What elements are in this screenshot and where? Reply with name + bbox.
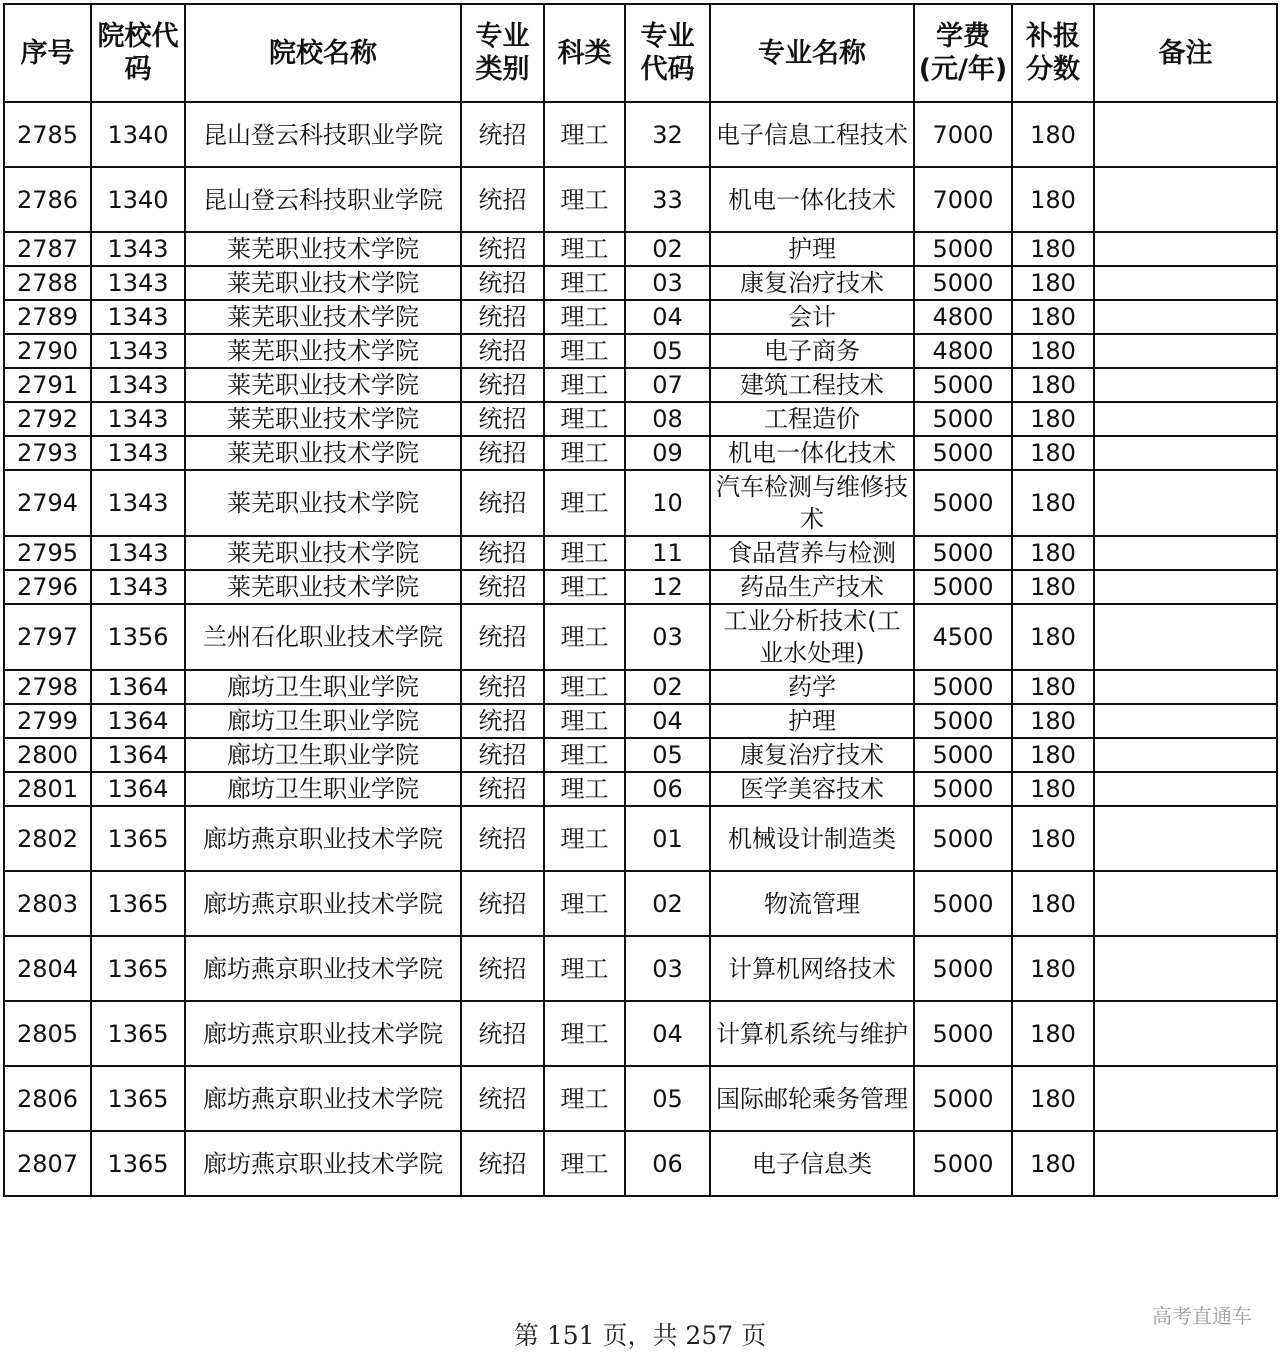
cell-major-code: 11	[625, 536, 710, 570]
cell-no: 2803	[4, 871, 91, 936]
table-row	[4, 436, 1277, 470]
cell-category: 理工	[544, 738, 625, 772]
cell-score: 180	[1012, 704, 1094, 738]
cell-school-code: 1343	[91, 232, 185, 266]
cell-no: 2794	[4, 470, 91, 536]
cell-major-code: 03	[625, 604, 710, 670]
cell-major-code: 33	[625, 167, 710, 232]
cell-no: 2797	[4, 604, 91, 670]
cell-school-code: 1364	[91, 704, 185, 738]
cell-major-type: 统招	[461, 368, 544, 402]
cell-fee: 5000	[914, 436, 1012, 470]
cell-category: 理工	[544, 604, 625, 670]
cell-fee: 5000	[914, 1001, 1012, 1066]
cell-major-code: 03	[625, 936, 710, 1001]
cell-school-name: 廊坊卫生职业学院	[185, 670, 461, 704]
header-major-code: 专业代码	[625, 4, 710, 102]
cell-school-name: 兰州石化职业技术学院	[185, 604, 461, 670]
cell-category: 理工	[544, 1001, 625, 1066]
cell-major-type: 统招	[461, 772, 544, 806]
cell-note	[1094, 300, 1277, 334]
cell-major-code: 05	[625, 738, 710, 772]
cell-school-name: 莱芜职业技术学院	[185, 368, 461, 402]
cell-major-name: 计算机网络技术	[710, 936, 914, 1001]
cell-score: 180	[1012, 536, 1094, 570]
cell-major-name: 电子信息工程技术	[710, 102, 914, 167]
cell-score: 180	[1012, 470, 1094, 536]
cell-score: 180	[1012, 570, 1094, 604]
cell-fee: 5000	[914, 1066, 1012, 1131]
header-row	[4, 4, 1277, 102]
cell-major-name: 电子商务	[710, 334, 914, 368]
cell-score: 180	[1012, 368, 1094, 402]
cell-major-type: 统招	[461, 570, 544, 604]
header-fee: 学费(元/年)	[914, 4, 1012, 102]
header-major-type: 专业类别	[461, 4, 544, 102]
cell-note	[1094, 102, 1277, 167]
cell-school-name: 莱芜职业技术学院	[185, 232, 461, 266]
cell-major-code: 02	[625, 232, 710, 266]
cell-school-code: 1343	[91, 402, 185, 436]
cell-score: 180	[1012, 1001, 1094, 1066]
cell-school-name: 廊坊燕京职业技术学院	[185, 1131, 461, 1196]
cell-note	[1094, 772, 1277, 806]
cell-major-type: 统招	[461, 536, 544, 570]
cell-category: 理工	[544, 1131, 625, 1196]
cell-major-code: 12	[625, 570, 710, 604]
table-row	[4, 334, 1277, 368]
cell-note	[1094, 670, 1277, 704]
cell-school-name: 廊坊卫生职业学院	[185, 772, 461, 806]
cell-category: 理工	[544, 536, 625, 570]
cell-category: 理工	[544, 102, 625, 167]
table-row	[4, 670, 1277, 704]
table-row	[4, 266, 1277, 300]
table-row	[4, 470, 1277, 536]
cell-category: 理工	[544, 266, 625, 300]
cell-major-name: 食品营养与检测	[710, 536, 914, 570]
cell-major-name: 护理	[710, 232, 914, 266]
cell-score: 180	[1012, 772, 1094, 806]
cell-category: 理工	[544, 570, 625, 604]
cell-fee: 5000	[914, 368, 1012, 402]
cell-major-type: 统招	[461, 806, 544, 871]
cell-school-code: 1364	[91, 772, 185, 806]
cell-category: 理工	[544, 334, 625, 368]
cell-major-name: 会计	[710, 300, 914, 334]
cell-school-code: 1364	[91, 670, 185, 704]
cell-major-type: 统招	[461, 670, 544, 704]
table-row	[4, 232, 1277, 266]
cell-note	[1094, 738, 1277, 772]
cell-note	[1094, 470, 1277, 536]
cell-fee: 7000	[914, 102, 1012, 167]
cell-no: 2806	[4, 1066, 91, 1131]
cell-fee: 5000	[914, 936, 1012, 1001]
cell-score: 180	[1012, 232, 1094, 266]
watermark: 高考直通车	[1152, 1304, 1252, 1328]
cell-major-type: 统招	[461, 334, 544, 368]
table-row	[4, 806, 1277, 871]
cell-major-type: 统招	[461, 167, 544, 232]
cell-school-code: 1365	[91, 806, 185, 871]
cell-major-code: 09	[625, 436, 710, 470]
cell-major-code: 06	[625, 772, 710, 806]
cell-major-name: 康复治疗技术	[710, 266, 914, 300]
cell-school-name: 廊坊燕京职业技术学院	[185, 806, 461, 871]
cell-major-name: 计算机系统与维护	[710, 1001, 914, 1066]
cell-category: 理工	[544, 772, 625, 806]
cell-no: 2795	[4, 536, 91, 570]
cell-score: 180	[1012, 670, 1094, 704]
cell-major-code: 05	[625, 334, 710, 368]
cell-note	[1094, 232, 1277, 266]
cell-score: 180	[1012, 167, 1094, 232]
cell-fee: 5000	[914, 738, 1012, 772]
cell-no: 2798	[4, 670, 91, 704]
cell-school-name: 莱芜职业技术学院	[185, 570, 461, 604]
cell-school-code: 1343	[91, 334, 185, 368]
cell-note	[1094, 436, 1277, 470]
cell-school-code: 1364	[91, 738, 185, 772]
cell-no: 2790	[4, 334, 91, 368]
cell-no: 2786	[4, 167, 91, 232]
table-row	[4, 300, 1277, 334]
cell-major-type: 统招	[461, 936, 544, 1001]
cell-category: 理工	[544, 402, 625, 436]
cell-note	[1094, 604, 1277, 670]
cell-fee: 5000	[914, 266, 1012, 300]
cell-fee: 5000	[914, 232, 1012, 266]
cell-school-name: 廊坊卫生职业学院	[185, 738, 461, 772]
cell-no: 2804	[4, 936, 91, 1001]
cell-school-code: 1343	[91, 436, 185, 470]
cell-school-code: 1365	[91, 1066, 185, 1131]
cell-no: 2802	[4, 806, 91, 871]
cell-note	[1094, 704, 1277, 738]
cell-fee: 7000	[914, 167, 1012, 232]
cell-major-name: 物流管理	[710, 871, 914, 936]
cell-note	[1094, 806, 1277, 871]
cell-major-name: 工程造价	[710, 402, 914, 436]
table-row	[4, 772, 1277, 806]
cell-note	[1094, 1001, 1277, 1066]
table-row	[4, 871, 1277, 936]
cell-score: 180	[1012, 871, 1094, 936]
header-school-code: 院校代码	[91, 4, 185, 102]
cell-category: 理工	[544, 167, 625, 232]
cell-no: 2807	[4, 1131, 91, 1196]
cell-note	[1094, 1131, 1277, 1196]
cell-category: 理工	[544, 470, 625, 536]
cell-score: 180	[1012, 102, 1094, 167]
cell-major-code: 02	[625, 871, 710, 936]
cell-school-code: 1343	[91, 300, 185, 334]
cell-major-name: 建筑工程技术	[710, 368, 914, 402]
cell-note	[1094, 570, 1277, 604]
cell-fee: 5000	[914, 536, 1012, 570]
cell-school-name: 廊坊燕京职业技术学院	[185, 1001, 461, 1066]
cell-major-name: 药品生产技术	[710, 570, 914, 604]
cell-school-code: 1365	[91, 936, 185, 1001]
cell-school-name: 昆山登云科技职业学院	[185, 102, 461, 167]
cell-note	[1094, 334, 1277, 368]
table-row	[4, 704, 1277, 738]
header-note: 备注	[1094, 4, 1277, 102]
cell-major-code: 07	[625, 368, 710, 402]
cell-category: 理工	[544, 368, 625, 402]
cell-major-code: 05	[625, 1066, 710, 1131]
cell-major-type: 统招	[461, 232, 544, 266]
cell-major-type: 统招	[461, 871, 544, 936]
cell-major-name: 国际邮轮乘务管理	[710, 1066, 914, 1131]
cell-score: 180	[1012, 738, 1094, 772]
cell-category: 理工	[544, 1066, 625, 1131]
cell-school-code: 1343	[91, 570, 185, 604]
cell-major-type: 统招	[461, 1001, 544, 1066]
cell-category: 理工	[544, 871, 625, 936]
cell-no: 2791	[4, 368, 91, 402]
cell-major-code: 06	[625, 1131, 710, 1196]
cell-major-type: 统招	[461, 300, 544, 334]
table-row	[4, 167, 1277, 232]
cell-school-code: 1340	[91, 167, 185, 232]
cell-no: 2787	[4, 232, 91, 266]
cell-no: 2801	[4, 772, 91, 806]
cell-score: 180	[1012, 402, 1094, 436]
cell-fee: 5000	[914, 704, 1012, 738]
cell-school-code: 1356	[91, 604, 185, 670]
cell-school-name: 廊坊燕京职业技术学院	[185, 871, 461, 936]
page-footer: 第 151 页，共 257 页	[513, 1321, 767, 1350]
cell-fee: 5000	[914, 570, 1012, 604]
cell-fee: 5000	[914, 772, 1012, 806]
cell-major-type: 统招	[461, 102, 544, 167]
header-score: 补报分数	[1012, 4, 1094, 102]
cell-score: 180	[1012, 1131, 1094, 1196]
cell-note	[1094, 368, 1277, 402]
cell-no: 2796	[4, 570, 91, 604]
table-row	[4, 738, 1277, 772]
table-row	[4, 936, 1277, 1001]
cell-major-name: 机电一体化技术	[710, 167, 914, 232]
cell-school-code: 1365	[91, 1131, 185, 1196]
cell-major-name: 护理	[710, 704, 914, 738]
cell-major-type: 统招	[461, 704, 544, 738]
cell-school-name: 莱芜职业技术学院	[185, 402, 461, 436]
cell-score: 180	[1012, 300, 1094, 334]
cell-score: 180	[1012, 436, 1094, 470]
cell-fee: 5000	[914, 806, 1012, 871]
cell-fee: 5000	[914, 871, 1012, 936]
cell-no: 2805	[4, 1001, 91, 1066]
cell-category: 理工	[544, 670, 625, 704]
cell-fee: 5000	[914, 470, 1012, 536]
cell-note	[1094, 1066, 1277, 1131]
cell-score: 180	[1012, 334, 1094, 368]
table-row	[4, 102, 1277, 167]
cell-school-name: 莱芜职业技术学院	[185, 470, 461, 536]
cell-school-code: 1365	[91, 871, 185, 936]
cell-no: 2785	[4, 102, 91, 167]
cell-school-name: 莱芜职业技术学院	[185, 300, 461, 334]
cell-major-name: 康复治疗技术	[710, 738, 914, 772]
cell-note	[1094, 167, 1277, 232]
cell-major-name: 药学	[710, 670, 914, 704]
cell-fee: 4500	[914, 604, 1012, 670]
cell-major-code: 04	[625, 300, 710, 334]
cell-major-code: 01	[625, 806, 710, 871]
cell-school-code: 1343	[91, 536, 185, 570]
cell-major-name: 工业分析技术(工业水处理)	[710, 604, 914, 670]
cell-school-name: 莱芜职业技术学院	[185, 334, 461, 368]
cell-major-name: 电子信息类	[710, 1131, 914, 1196]
cell-note	[1094, 402, 1277, 436]
cell-major-type: 统招	[461, 266, 544, 300]
cell-note	[1094, 266, 1277, 300]
cell-no: 2799	[4, 704, 91, 738]
cell-fee: 5000	[914, 1131, 1012, 1196]
cell-score: 180	[1012, 936, 1094, 1001]
cell-category: 理工	[544, 704, 625, 738]
table-row	[4, 1066, 1277, 1131]
cell-no: 2793	[4, 436, 91, 470]
cell-fee: 5000	[914, 402, 1012, 436]
cell-major-code: 08	[625, 402, 710, 436]
cell-major-type: 统招	[461, 1131, 544, 1196]
cell-note	[1094, 936, 1277, 1001]
cell-school-code: 1343	[91, 470, 185, 536]
table-body	[4, 102, 1277, 1196]
cell-fee: 5000	[914, 670, 1012, 704]
cell-major-code: 04	[625, 1001, 710, 1066]
cell-category: 理工	[544, 232, 625, 266]
header-category: 科类	[544, 4, 625, 102]
table-row	[4, 604, 1277, 670]
cell-category: 理工	[544, 936, 625, 1001]
header-school-name: 院校名称	[185, 4, 461, 102]
cell-major-type: 统招	[461, 604, 544, 670]
cell-school-name: 廊坊燕京职业技术学院	[185, 1066, 461, 1131]
cell-major-name: 医学美容技术	[710, 772, 914, 806]
table-row	[4, 368, 1277, 402]
cell-major-name: 机械设计制造类	[710, 806, 914, 871]
cell-category: 理工	[544, 436, 625, 470]
cell-major-name: 汽车检测与维修技术	[710, 470, 914, 536]
cell-school-name: 昆山登云科技职业学院	[185, 167, 461, 232]
cell-school-code: 1343	[91, 266, 185, 300]
cell-score: 180	[1012, 266, 1094, 300]
cell-note	[1094, 871, 1277, 936]
cell-school-name: 廊坊卫生职业学院	[185, 704, 461, 738]
cell-school-name: 廊坊燕京职业技术学院	[185, 936, 461, 1001]
table-row	[4, 1001, 1277, 1066]
table-row	[4, 1131, 1277, 1196]
cell-no: 2789	[4, 300, 91, 334]
cell-score: 180	[1012, 1066, 1094, 1131]
cell-major-code: 32	[625, 102, 710, 167]
cell-major-type: 统招	[461, 436, 544, 470]
cell-school-code: 1365	[91, 1001, 185, 1066]
table-row	[4, 536, 1277, 570]
admissions-table	[3, 3, 1278, 1197]
cell-major-code: 03	[625, 266, 710, 300]
cell-no: 2788	[4, 266, 91, 300]
cell-major-code: 10	[625, 470, 710, 536]
cell-school-name: 莱芜职业技术学院	[185, 266, 461, 300]
cell-major-code: 04	[625, 704, 710, 738]
cell-major-type: 统招	[461, 1066, 544, 1131]
cell-major-type: 统招	[461, 402, 544, 436]
cell-major-name: 机电一体化技术	[710, 436, 914, 470]
cell-school-name: 莱芜职业技术学院	[185, 536, 461, 570]
cell-school-name: 莱芜职业技术学院	[185, 436, 461, 470]
cell-note	[1094, 536, 1277, 570]
cell-major-code: 02	[625, 670, 710, 704]
cell-category: 理工	[544, 806, 625, 871]
cell-school-code: 1340	[91, 102, 185, 167]
cell-score: 180	[1012, 806, 1094, 871]
table-row	[4, 402, 1277, 436]
cell-fee: 4800	[914, 334, 1012, 368]
cell-category: 理工	[544, 300, 625, 334]
header-major-name: 专业名称	[710, 4, 914, 102]
cell-no: 2800	[4, 738, 91, 772]
cell-major-type: 统招	[461, 738, 544, 772]
cell-school-code: 1343	[91, 368, 185, 402]
cell-major-type: 统招	[461, 470, 544, 536]
cell-score: 180	[1012, 604, 1094, 670]
cell-fee: 4800	[914, 300, 1012, 334]
table-row	[4, 570, 1277, 604]
cell-no: 2792	[4, 402, 91, 436]
header-no: 序号	[4, 4, 91, 102]
